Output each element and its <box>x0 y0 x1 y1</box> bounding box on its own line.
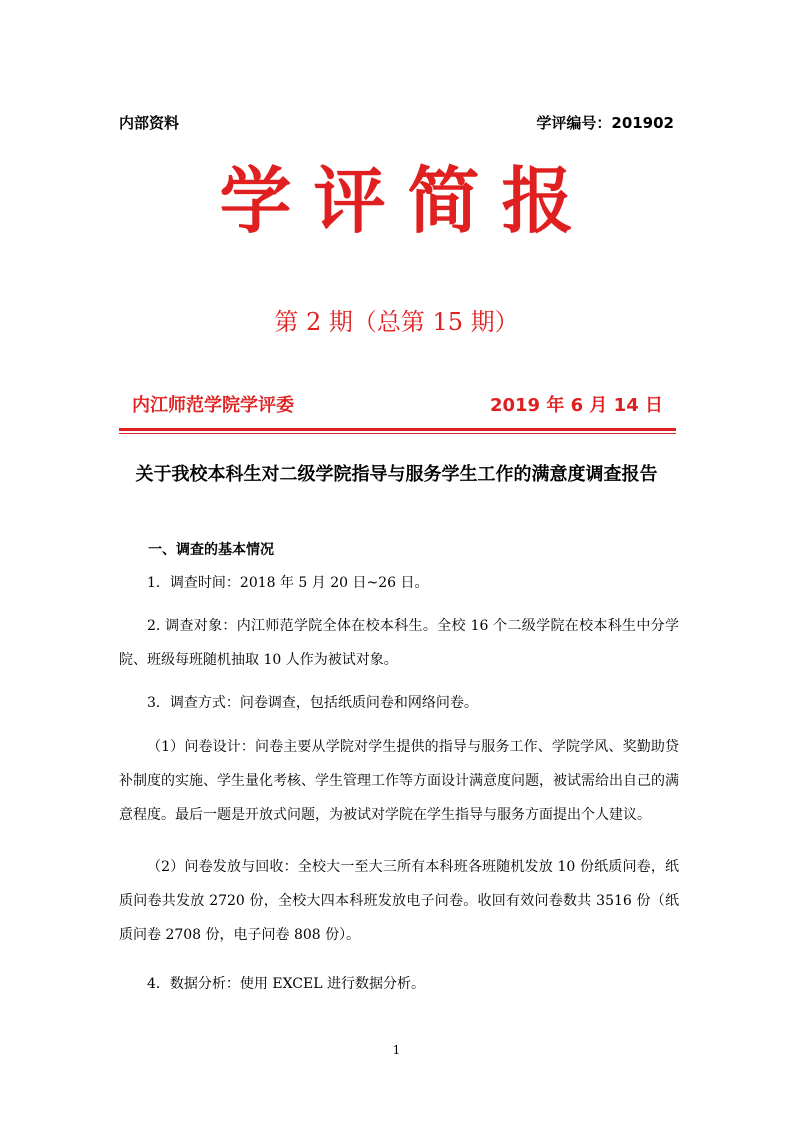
issue-number: 第 2 期（总第 15 期） <box>274 308 519 336</box>
publisher-name: 内江师范学院学评委 <box>132 395 294 416</box>
paragraph-survey-time: 1．调查时间：2018 年 5 月 20 日~26 日。 <box>147 575 429 591</box>
paragraph-survey-subjects: 2. 调查对象：内江师范学院全体在校本科生。全校 16 个二级学院在校本科生中分学院、班级每班随机抽取 10 人作为被试对象。 <box>119 618 679 668</box>
confidential-label: 内部资料 <box>119 114 180 132</box>
paragraph-questionnaire-design: （1）问卷设计：问卷主要从学院对学生提供的指导与服务工作、学院学风、奖勤助贷补制度的实施、学生量化考核、学生管理工作等方面设计满意度问题，被试需给出自己的满意程度。最后一题是开放式问题，为被试对学院在学生指导与服务方面提出个人建议。 <box>119 739 679 823</box>
paragraph-analysis: 4．数据分析：使用 EXCEL 进行数据分析。 <box>147 976 425 992</box>
paragraph-survey-method: 3．调查方式：问卷调查，包括纸质问卷和网络问卷。 <box>147 695 478 711</box>
masthead-title: 学评简报 <box>219 159 596 243</box>
section-heading: 一、调查的基本情况 <box>148 542 274 558</box>
paragraph-distribution: （2）问卷发放与回收：全校大一至大三所有本科班各班随机发放 10 份纸质问卷，纸质问卷共发放 2720 份，全校大四本科班发放电子问卷。收回有效问卷数共 3516 份（纸质问卷 2708 份，电子问卷 808 份）。 <box>119 859 679 943</box>
divider-thick <box>119 428 676 431</box>
publish-date: 2019 年 6 月 14 日 <box>489 395 663 416</box>
report-title: 关于我校本科生对二级学院指导与服务学生工作的满意度调查报告 <box>135 464 658 485</box>
bulletin-number: 学评编号：201902 <box>536 114 674 132</box>
page-number: 1 <box>392 1043 401 1057</box>
divider-thin <box>119 433 676 434</box>
